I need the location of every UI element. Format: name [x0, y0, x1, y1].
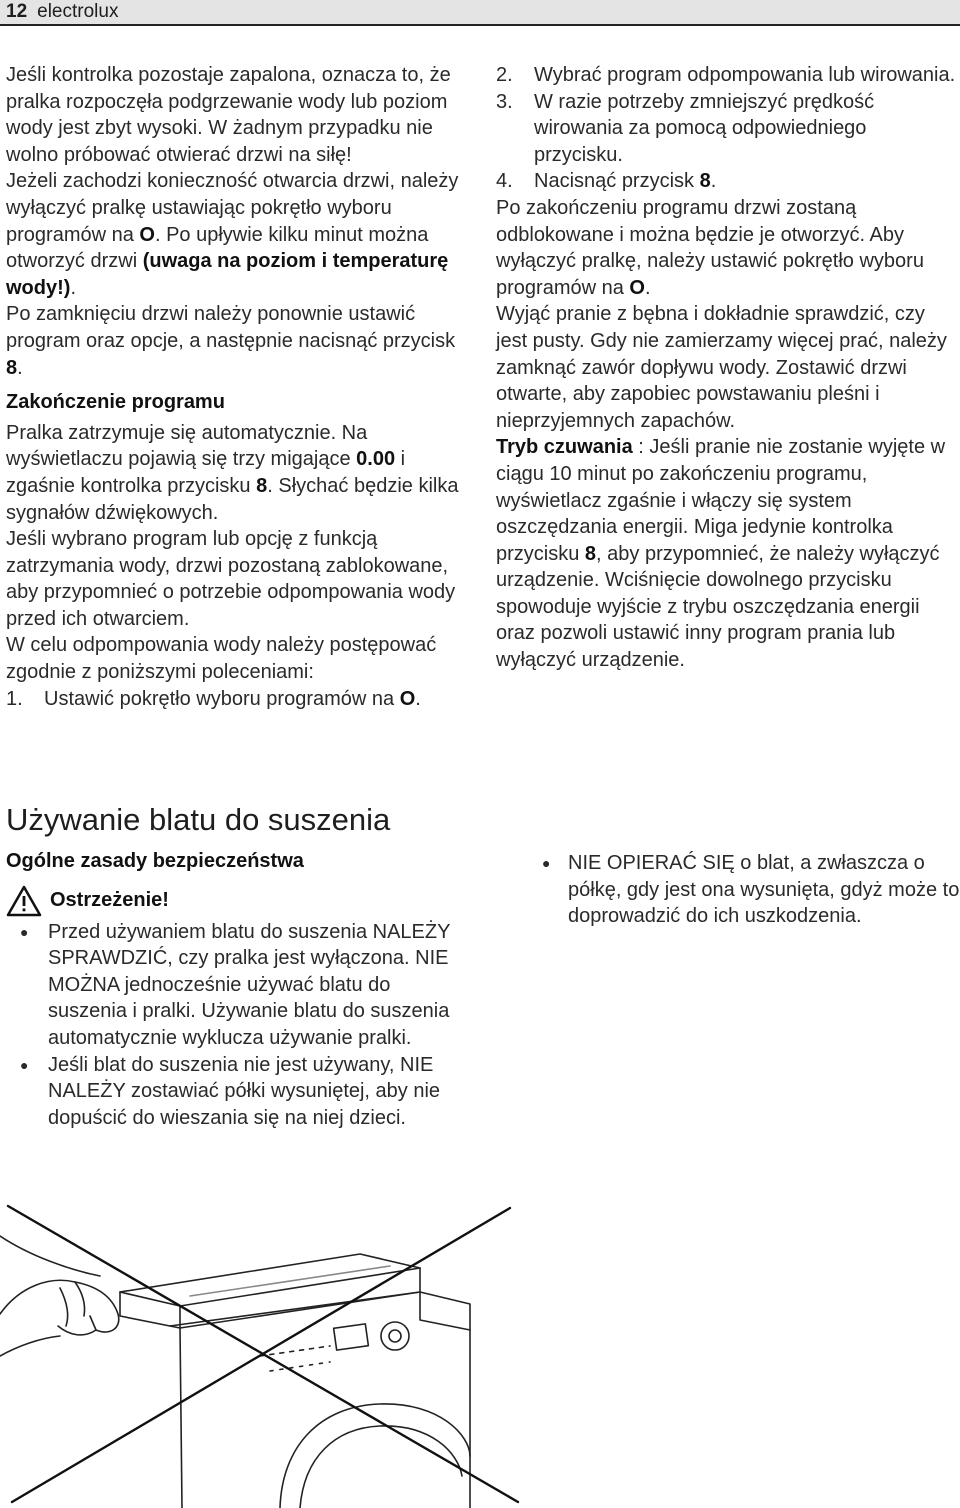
- brand-name: electrolux: [37, 1, 119, 22]
- paragraph-auto-stop: Pralka zatrzymuje się automatycznie. Na wyświetlaczu pojawią się trzy migające 0.00 i zgaśnie kontrolka przycisku 8. Słychać będzie kilka sygnałów dźwiękowych.: [6, 421, 459, 524]
- paragraph-drain-intro: W celu odpompowania wody należy postępować zgodnie z poniższymi poleceniami:: [6, 634, 437, 684]
- page-number: 12: [6, 1, 28, 22]
- header-rule: [0, 24, 960, 26]
- safety-subheading: Ogólne zasady bezpieczeństwa: [6, 850, 304, 872]
- warning-block: [6, 885, 470, 917]
- paragraph-restart: Po zamknięciu drzwi należy ponownie ustawić program oraz opcje, a następnie nacisnąć przycisk 8.: [6, 303, 456, 379]
- dryer-shelf-illustration: [0, 1196, 520, 1508]
- warning-label: Ostrzeżenie!: [50, 889, 169, 912]
- paragraph-open-door: Jeżeli zachodzi konieczność otwarcia drzwi, należy wyłączyć pralkę ustawiając pokrętło wyboru programów na O. Po upływie kilku minut można otworzyć drzwi (uwaga na poziom i temperaturę wody!).: [6, 170, 459, 299]
- section-title: Używanie blatu do suszenia: [6, 802, 391, 837]
- right-column: [496, 62, 958, 674]
- paragraph-unlock: Po zakończeniu programu drzwi zostaną odblokowane i można będzie je otworzyć. Aby wyłączyć pralkę, należy ustawić pokrętło wyboru programów na O.: [496, 196, 924, 299]
- paragraph-standby: Tryb czuwania : Jeśli pranie nie zostanie wyjęte w ciągu 10 minut po zakończeniu programu, wyświetlacz zgaśnie i włączy się system oszczędzania energii. Miga jedynie kontrolka przycisku 8, aby przypomnieć, że należy wyłączyć urządzenie. Wciśnięcie dowolnego przycisku spowoduje wyjście z trybu oszczędzania energii oraz pozwoli ustawić inny program prania lub wyłączyć urządzenie.: [496, 436, 946, 672]
- list-item: ● Przed używaniem blatu do suszenia NALEŻY SPRAWDZIĆ, czy pralka jest wyłączona. NIE MOŻNA jednocześnie używać blatu do suszenia i pralki. Używanie blatu do suszenia automatycznie wyklucza używanie pralki.: [6, 919, 470, 1052]
- list-item: ● Jeśli blat do suszenia nie jest używany, NIE NALEŻY zostawiać półki wysuniętej, aby nie dopuścić do wieszania się na niej dzieci.: [6, 1052, 470, 1132]
- step-2: 2. Wybrać program odpompowania lub wirowania.: [496, 64, 956, 86]
- paragraph-remove-laundry: Wyjąć pranie z bębna i dokładnie sprawdzić, czy jest pusty. Gdy nie zamierzamy więcej prać, należy zamknąć zawór dopływu wody. Zostawić drzwi otwarte, aby zapobiec powstawaniu pleśni i nieprzyjemnych zapachów.: [496, 303, 947, 432]
- step-3: 3. W razie potrzeby zmniejszyć prędkość wirowania za pomocą odpowiedniego przycisku.: [496, 90, 875, 166]
- safety-left-column: [6, 848, 470, 1131]
- safety-right-column: [540, 850, 960, 930]
- header-bar: [0, 0, 960, 24]
- step-1: 1. Ustawić pokrętło wyboru programów na O.: [6, 687, 421, 710]
- left-column: [6, 62, 466, 712]
- paragraph-water-stop: Jeśli wybrano program lub opcję z funkcją zatrzymania wody, drzwi pozostaną zablokowane, aby przypomnieć o potrzebie odpompowania wody przed ich otwarciem.: [6, 528, 456, 630]
- page-header: [6, 0, 118, 24]
- paragraph-lock-warning: Jeśli kontrolka pozostaje zapalona, oznacza to, że pralka rozpoczęła podgrzewanie wody lub poziom wody jest zbyt wysoki. W żadnym przypadku nie wolno próbować otwierać drzwi na siłę!: [6, 64, 451, 166]
- safety-list: [6, 919, 470, 1132]
- safety-list-right: [540, 850, 960, 930]
- heading-program-end: Zakończenie programu: [6, 391, 225, 414]
- list-item: ● NIE OPIERAĆ SIĘ o blat, a zwłaszcza o półkę, gdy jest ona wysunięta, gdyż może to doprowadzić do ich uszkodzenia.: [540, 850, 960, 930]
- warning-triangle-icon: [6, 885, 42, 917]
- step-4: 4. Nacisnąć przycisk 8.: [496, 170, 717, 193]
